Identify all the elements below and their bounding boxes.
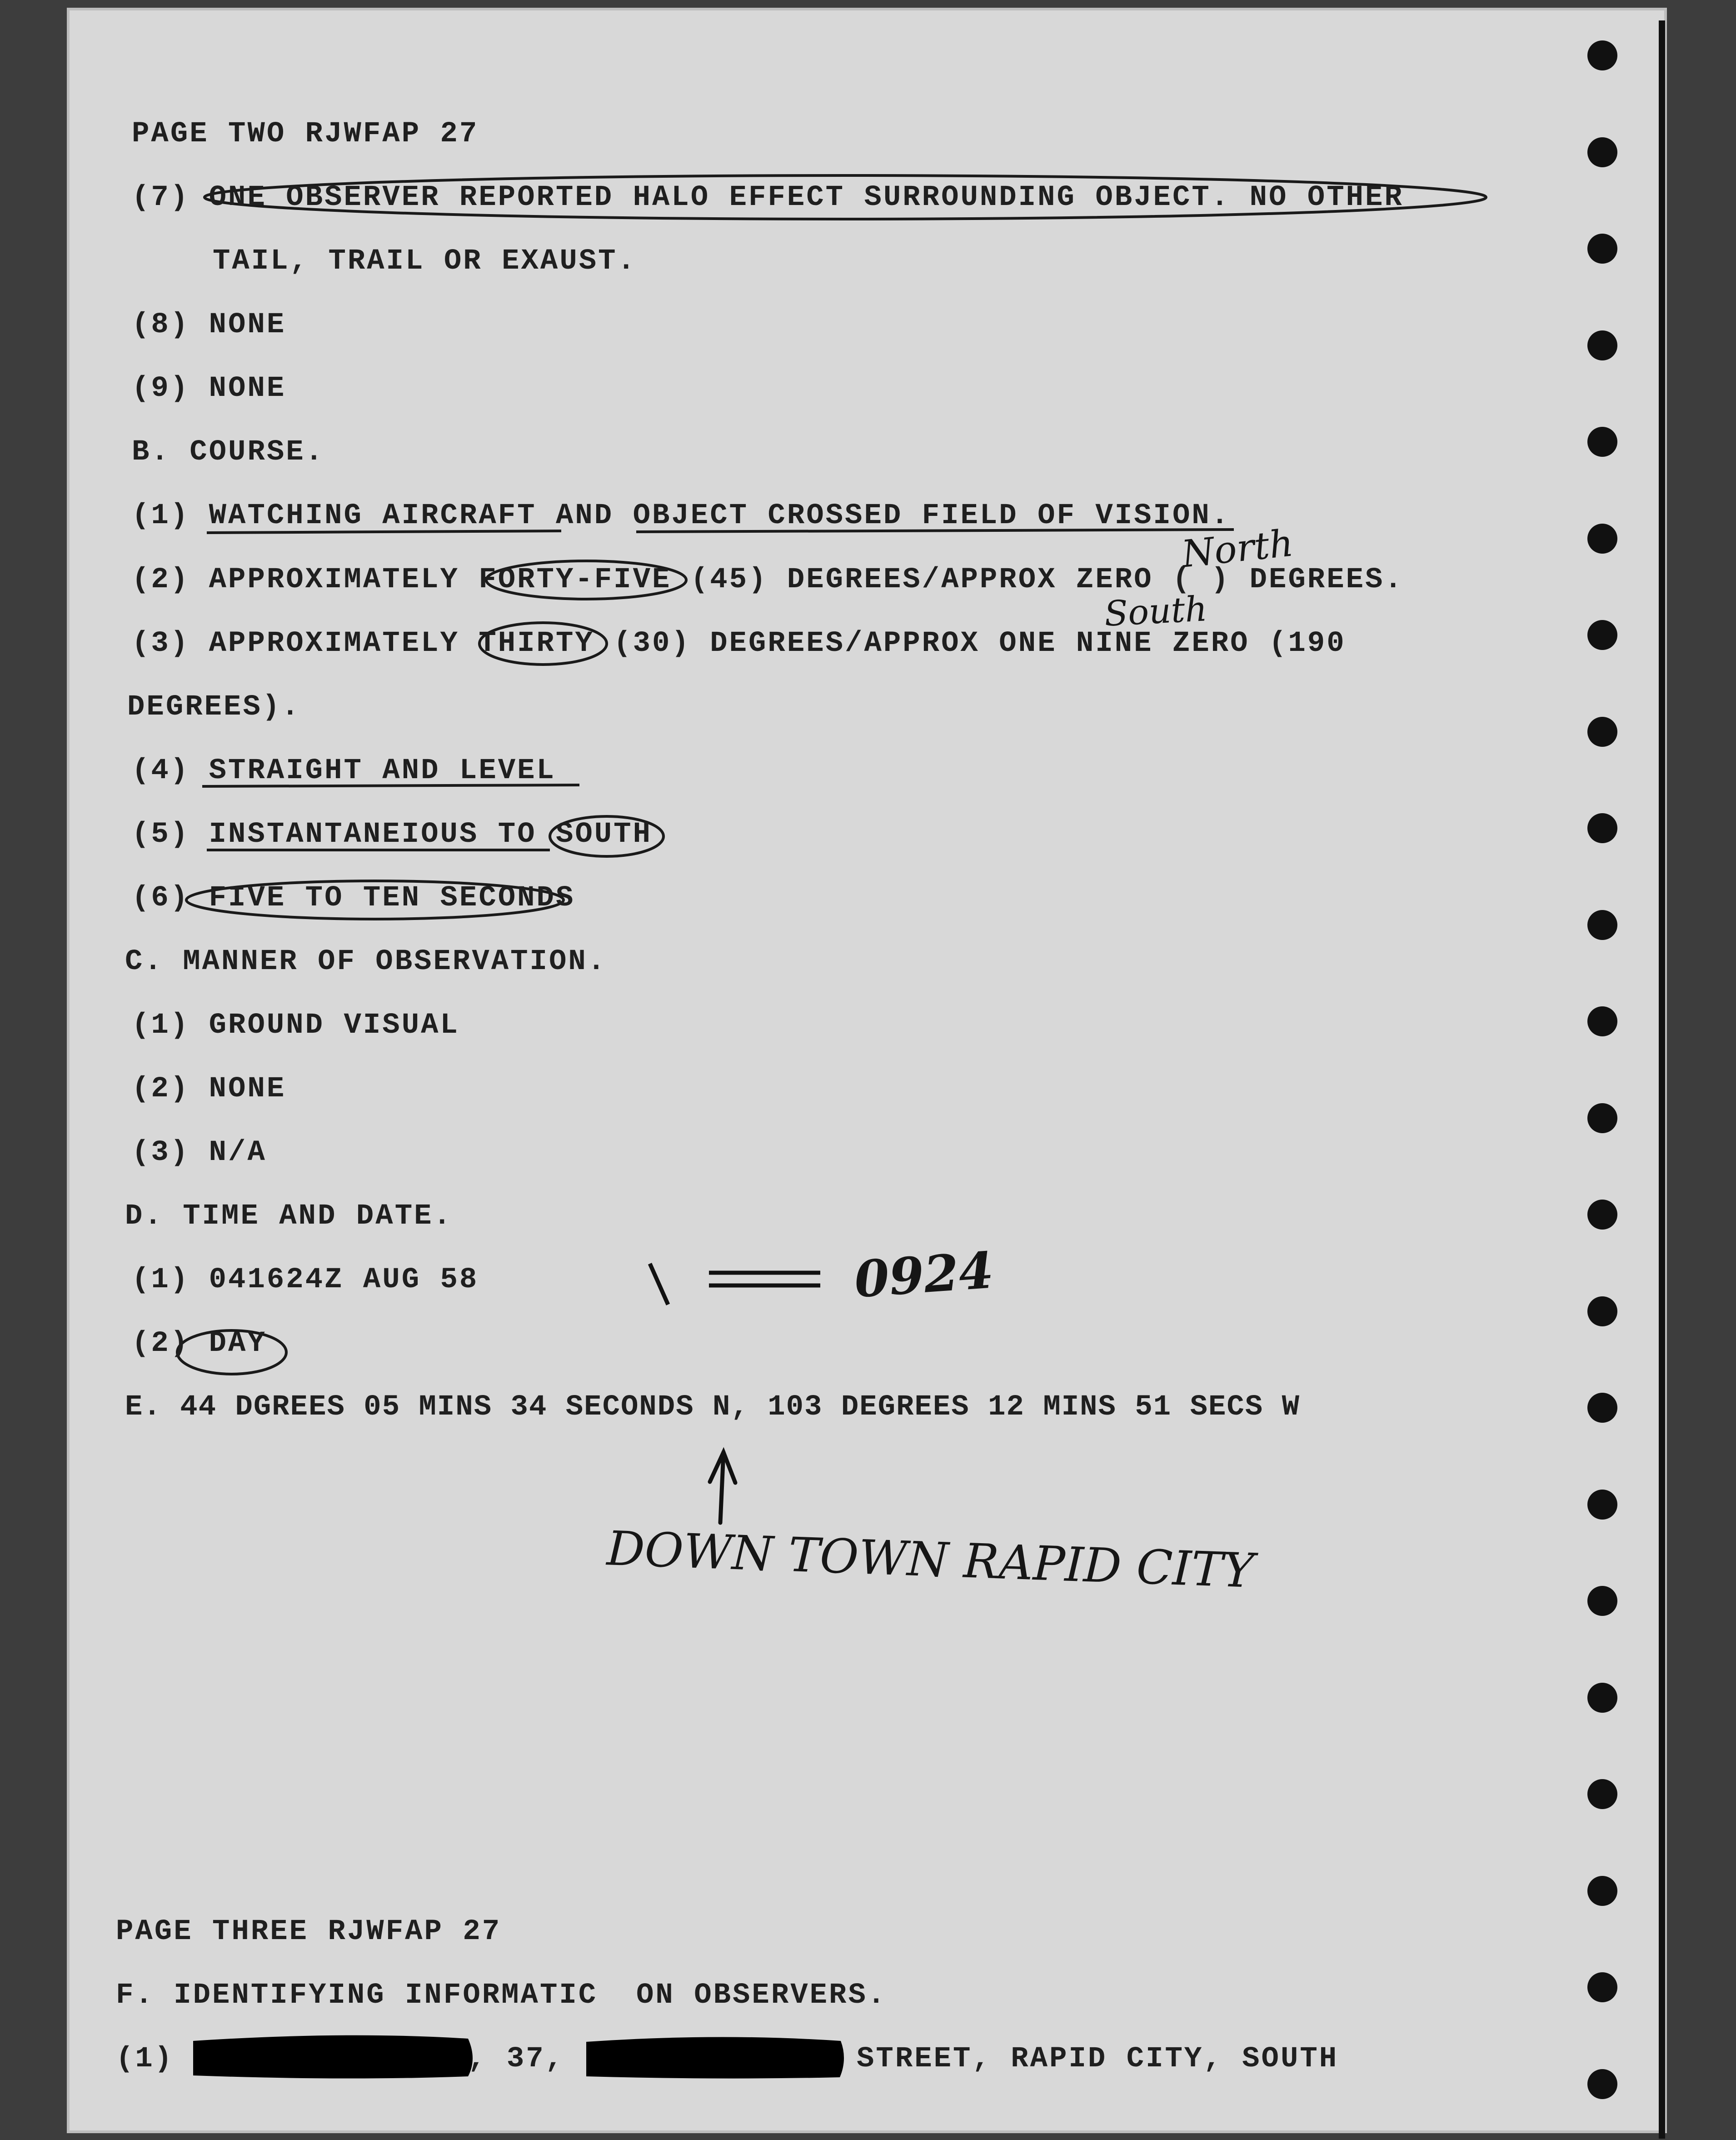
text-line-date-time-group: (1) 041624Z AUG 58 bbox=[132, 1264, 479, 1296]
text-line-thirty: (3) APPROXIMATELY THIRTY (30) DEGREES/APPROX ONE NINE ZERO (190 bbox=[132, 627, 1346, 660]
handwritten-location: DOWN TOWN RAPID CITY bbox=[606, 1520, 1255, 1599]
page-two-header: PAGE TWO RJWFAP 27 bbox=[132, 118, 479, 150]
text-line-ground-visual: (1) GROUND VISUAL bbox=[132, 1009, 459, 1042]
handwritten-north: North bbox=[1179, 521, 1296, 576]
text-line-tail-trail: TAIL, TRAIL OR EXAUST. bbox=[213, 245, 637, 278]
text-line-c3-na: (3) N/A bbox=[132, 1136, 267, 1169]
text-line-watching-aircraft: (1) WATCHING AIRCRAFT AND OBJECT CROSSED FIELD OF VISION. bbox=[132, 500, 1231, 532]
observer-age: , 37, bbox=[468, 2043, 565, 2075]
section-c-heading: C. MANNER OF OBSERVATION. bbox=[125, 945, 607, 978]
handwritten-time: 0924 bbox=[852, 1240, 996, 1309]
text-line-instantaneous: (5) INSTANTANEIOUS TO SOUTH bbox=[132, 818, 652, 851]
text-line-straight-level: (4) STRAIGHT AND LEVEL bbox=[132, 755, 556, 787]
text-line-halo-effect: (7) ONE OBSERVER REPORTED HALO EFFECT SURROUNDING OBJECT. NO OTHER bbox=[132, 181, 1404, 214]
text-line-item-9: (9) NONE bbox=[132, 372, 286, 405]
observer-line-prefix: (1) bbox=[116, 2043, 174, 2075]
text-line-coordinates: E. 44 DGREES 05 MINS 34 SECONDS N, 103 DEGREES 12 MINS 51 SECS W bbox=[125, 1391, 1300, 1424]
section-d-heading: D. TIME AND DATE. bbox=[125, 1200, 453, 1233]
section-f-heading: F. IDENTIFYING INFORMATIC ON OBSERVERS. bbox=[116, 1979, 887, 2012]
text-line-forty-five: (2) APPROXIMATELY FORTY-FIVE (45) DEGREES/APPROX ZERO ( ) DEGREES. bbox=[132, 564, 1404, 596]
text-line-c2-none: (2) NONE bbox=[132, 1073, 286, 1105]
text-line-degrees: DEGREES). bbox=[127, 691, 301, 724]
section-b-heading: B. COURSE. bbox=[132, 436, 325, 469]
text-line-day: (2) DAY bbox=[132, 1327, 267, 1360]
observer-address-suffix: STREET, RAPID CITY, SOUTH bbox=[857, 2043, 1339, 2075]
text-line-item-8: (8) NONE bbox=[132, 309, 286, 341]
page-three-header: PAGE THREE RJWFAP 27 bbox=[116, 1915, 502, 1948]
handwritten-south: South bbox=[1103, 588, 1208, 634]
text-line-five-to-ten: (6) FIVE TO TEN SECONDS bbox=[132, 882, 575, 915]
